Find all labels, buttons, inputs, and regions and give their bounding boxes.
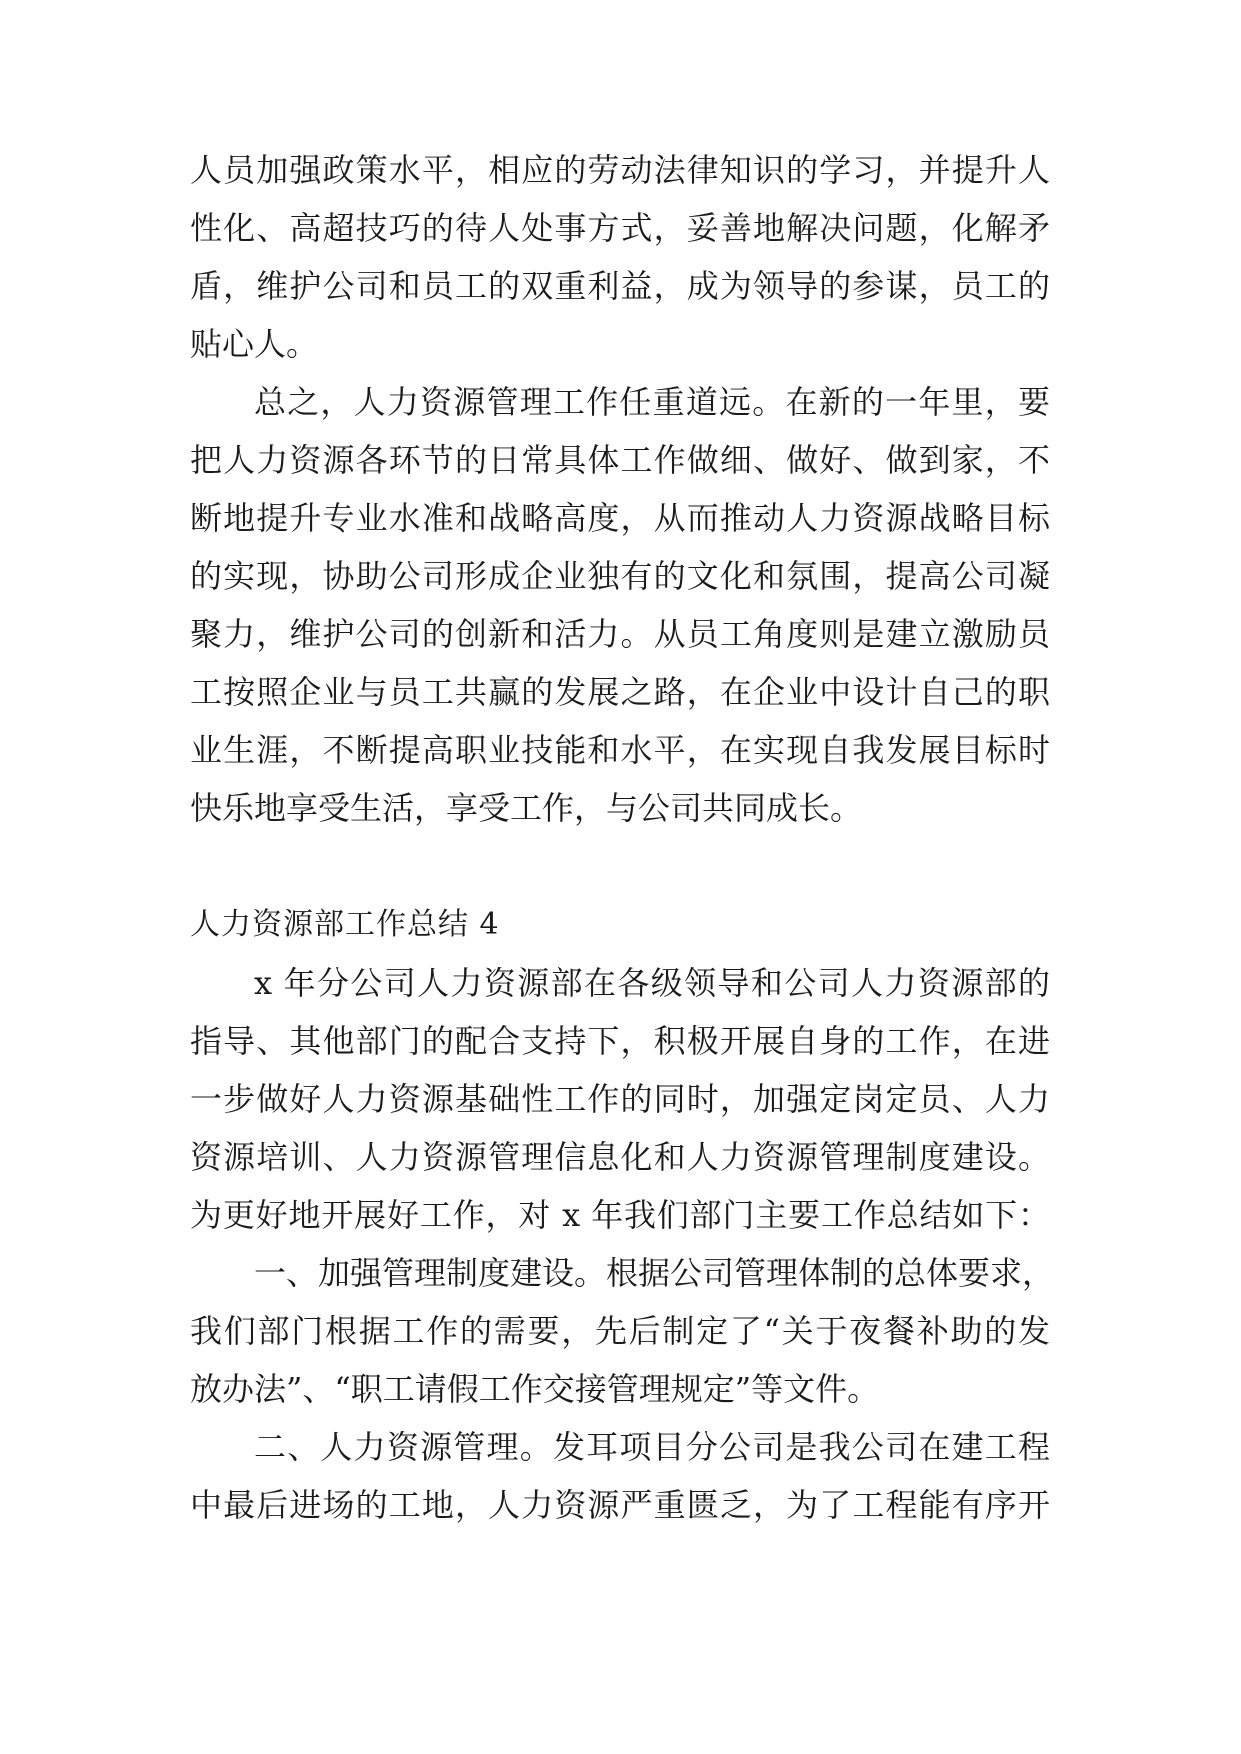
section-heading: 人力资源部工作总结 4 — [190, 907, 500, 942]
paragraph-3-line-4: 资源培训、人力资源管理信息化和人力资源管理制度建设。 — [190, 1138, 1050, 1176]
paragraph-2-line-2: 把人力资源各环节的日常具体工作做细、做好、做到家，不 — [190, 441, 1050, 479]
paragraph-2-line-1: 总之，人力资源管理工作任重道远。在新的一年里，要 — [254, 383, 1050, 421]
paragraph-1-line-2: 性化、高超技巧的待人处事方式，妥善地解决问题，化解矛 — [190, 209, 1050, 247]
paragraph-2-line-4: 的实现，协助公司形成企业独有的文化和氛围，提高公司凝 — [190, 557, 1050, 595]
paragraph-3-line-2: 指导、其他部门的配合支持下，积极开展自身的工作，在进 — [190, 1022, 1050, 1060]
paragraph-1-line-4: 贴心人。 — [190, 325, 319, 363]
paragraph-2-line-7: 业生涯，不断提高职业技能和水平，在实现自我发展目标时 — [190, 731, 1050, 769]
paragraph-5-line-1: 二、人力资源管理。发耳项目分公司是我公司在建工程 — [254, 1428, 1050, 1466]
paragraph-3-line-5: 为更好地开展好工作，对 x 年我们部门主要工作总结如下： — [190, 1196, 1050, 1234]
paragraph-2-line-3: 断地提升专业水准和战略高度，从而推动人力资源战略目标 — [190, 499, 1050, 537]
paragraph-1-line-1: 人员加强政策水平，相应的劳动法律知识的学习，并提升人 — [190, 151, 1050, 189]
paragraph-4-line-3: 放办法”、“职工请假工作交接管理规定”等文件。 — [190, 1370, 880, 1408]
paragraph-4-line-2: 我们部门根据工作的需要，先后制定了“关于夜餐补助的发 — [190, 1312, 1050, 1350]
paragraph-3-line-3: 一步做好人力资源基础性工作的同时，加强定岗定员、人力 — [190, 1080, 1050, 1118]
paragraph-2-line-8: 快乐地享受生活，享受工作，与公司共同成长。 — [190, 789, 863, 827]
paragraph-3-line-1: x 年分公司人力资源部在各级领导和公司人力资源部的 — [254, 964, 1050, 1002]
paragraph-5-line-2: 中最后进场的工地，人力资源严重匮乏，为了工程能有序开 — [190, 1486, 1050, 1524]
paragraph-2-line-5: 聚力，维护公司的创新和活力。从员工角度则是建立激励员 — [190, 615, 1050, 653]
paragraph-4-line-1: 一、加强管理制度建设。根据公司管理体制的总体要求， — [254, 1254, 1055, 1292]
paragraph-1-line-3: 盾，维护公司和员工的双重利益，成为领导的参谋，员工的 — [190, 267, 1050, 305]
paragraph-2-line-6: 工按照企业与员工共赢的发展之路，在企业中设计自己的职 — [190, 673, 1050, 711]
